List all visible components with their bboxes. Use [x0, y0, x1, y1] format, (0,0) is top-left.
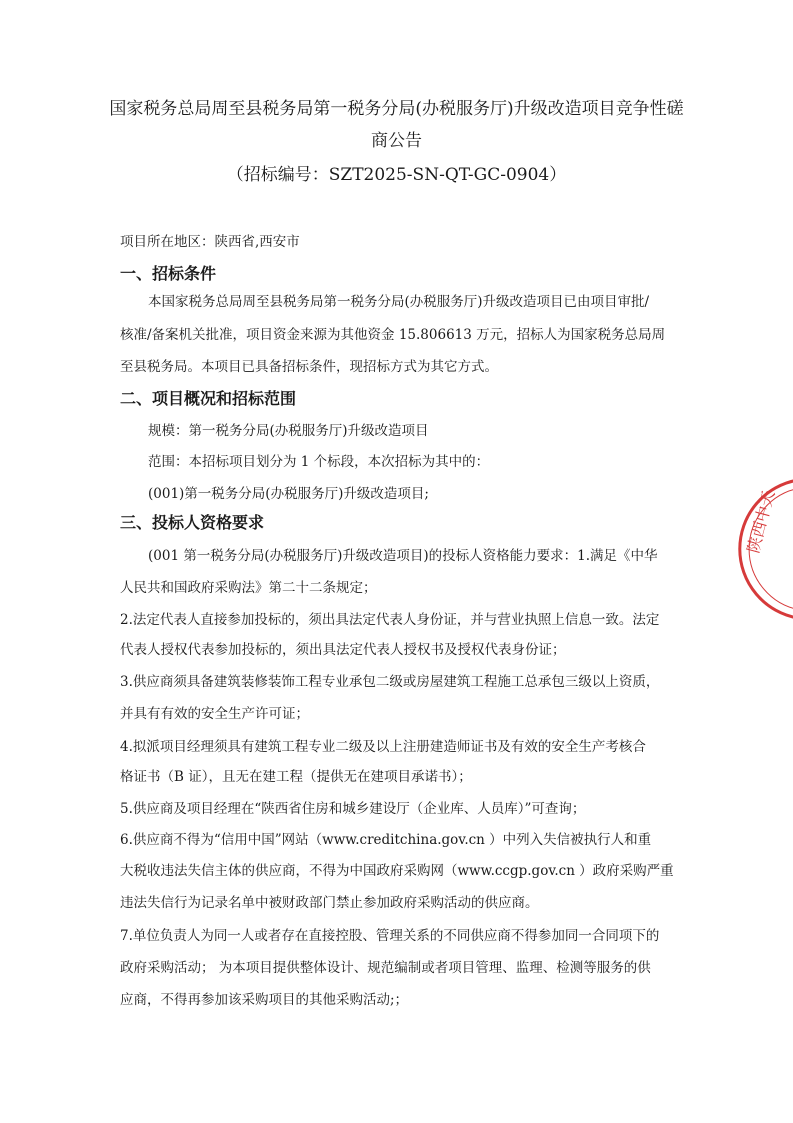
paragraph-line: 规模：第一税务分局(办税服务厅)升级改造项目 — [148, 423, 429, 439]
paragraph-line: 至县税务局。本项目已具备招标条件，现招标方式为其它方式。 — [120, 359, 498, 375]
tender-number: （招标编号：SZT2025-SN-QT-GC-0904） — [226, 165, 567, 185]
paragraph-line: 大税收违法失信主体的供应商，不得为中国政府采购网（www.ccgp.gov.cn ）政府采购严重 — [120, 863, 674, 879]
paragraph-line: 4.拟派项目经理须具有建筑工程专业二级及以上注册建造师证书及有效的安全生产考核合 — [120, 739, 646, 755]
paragraph-line: 2.法定代表人直接参加投标的，须出具法定代表人身份证，并与营业执照上信息一致。法定 — [120, 612, 660, 628]
paragraph-line: 核准/备案机关批准，项目资金来源为其他资金 15.806613 万元，招标人为国家税务总局周 — [120, 327, 666, 343]
paragraph-line: 范围：本招标项目划分为 1 个标段，本次招标为其中的： — [148, 454, 490, 470]
paragraph-line: 7.单位负责人为同一人或者存在直接控股、管理关系的不同供应商不得参加同一合同项下的 — [120, 928, 660, 944]
paragraph-line: 5.供应商及项目经理在“陕西省住房和城乡建设厅（企业库、人员库）”可查询； — [120, 801, 586, 817]
section-heading-qualifications: 三、投标人资格要求 — [120, 513, 265, 532]
project-region: 项目所在地区：陕西省,西安市 — [120, 234, 300, 250]
paragraph-line: 6.供应商不得为“信用中国”网站（www.creditchina.gov.cn ）中列入失信被执行人和重 — [120, 832, 652, 848]
document-title-line-2: 商公告 — [371, 131, 422, 151]
paragraph-line: 并具有有效的安全生产许可证； — [120, 706, 309, 722]
paragraph-line: 人民共和国政府采购法》第二十二条规定； — [120, 580, 377, 596]
paragraph-line: 违法失信行为记录名单中被财政部门禁止参加政府采购活动的供应商。 — [120, 895, 539, 911]
paragraph-line: 政府采购活动； 为本项目提供整体设计、规范编制或者项目管理、监理、检测等服务的供 — [120, 960, 651, 976]
document-title-line-1: 国家税务总局周至县税务局第一税务分局(办税服务厅)升级改造项目竞争性磋 — [109, 99, 684, 119]
paragraph-line: (001)第一税务分局(办税服务厅)升级改造项目; — [148, 486, 429, 502]
paragraph-line: 应商，不得再参加该采购项目的其他采购活动;； — [120, 992, 409, 1008]
red-seal-stamp — [738, 474, 793, 624]
svg-text:陕西中天: 陕西中天 — [743, 488, 779, 556]
paragraph-line: 3.供应商须具备建筑装修装饰工程专业承包二级或房屋建筑工程施工总承包三级以上资质， — [120, 674, 660, 690]
section-heading-overview: 二、项目概况和招标范围 — [120, 389, 297, 408]
paragraph-line: 格证书（B 证），且无在建工程（提供无在建项目承诺书）； — [120, 769, 472, 785]
paragraph-line: 代表人授权代表参加投标的，须出具法定代表人授权书及授权代表身份证； — [120, 642, 566, 658]
paragraph-line: (001 第一税务分局(办税服务厅)升级改造项目)的投标人资格能力要求：1.满足《中华 — [148, 548, 658, 564]
section-heading-conditions: 一、招标条件 — [120, 264, 217, 283]
paragraph-line: 本国家税务总局周至县税务局第一税务分局(办税服务厅)升级改造项目已由项目审批/ — [148, 294, 650, 310]
